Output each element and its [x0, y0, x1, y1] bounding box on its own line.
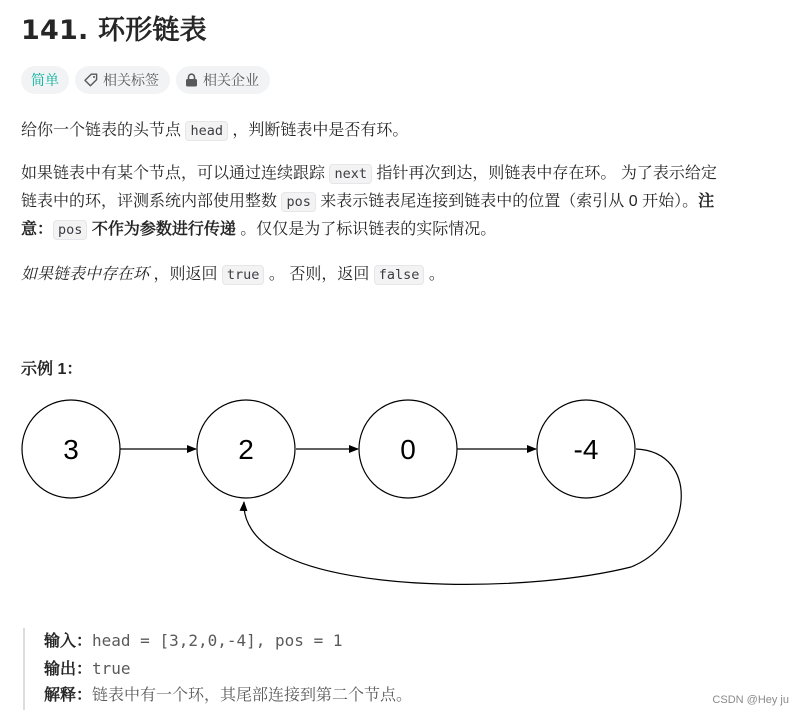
inline-code: false [374, 265, 425, 285]
related-companies-button[interactable] [176, 66, 270, 94]
inline-code: pos [281, 192, 315, 212]
output-label: 输出： [44, 660, 93, 678]
inline-code: true [222, 265, 265, 285]
difficulty-badge[interactable] [21, 66, 69, 94]
list-node [197, 400, 295, 498]
explanation-line [44, 683, 744, 710]
p2-line2 [21, 188, 791, 216]
description-p2 [21, 160, 791, 244]
related-tags-button[interactable] [75, 66, 170, 94]
text: 链表中的环，评测系统内部使用整数 [21, 193, 282, 210]
tag-row [21, 66, 270, 94]
example-io-block [23, 628, 744, 710]
description-p3 [21, 261, 445, 289]
input-label: 输入： [44, 633, 93, 650]
text: ，判断链表中是否有环。 [227, 122, 409, 139]
text: 。 [424, 266, 445, 283]
input-value: head = [3,2,0,-4], pos = 1 [92, 631, 343, 650]
related-companies-label: 相关企业 [203, 72, 259, 88]
list-node [359, 400, 457, 498]
node-value: 0 [400, 434, 416, 465]
p2-line1 [21, 160, 791, 188]
explanation-value: 链表中有一个环，其尾部连接到第二个节点。 [92, 687, 413, 704]
lock-icon [185, 73, 198, 87]
text: ，则返回 [149, 266, 222, 283]
output-line [44, 656, 744, 684]
inline-code: head [185, 121, 228, 141]
node-value: 3 [63, 434, 79, 465]
linked-list-diagram [21, 392, 721, 597]
input-line [44, 628, 744, 656]
list-node [537, 400, 635, 498]
bold-text: 意： [21, 221, 54, 238]
tag-icon [84, 73, 98, 87]
text: 来表示链表尾连接到链表中的位置（索引从 0 开始）。 [315, 193, 699, 210]
text: 如果链表中有某个节点，可以通过连续跟踪 [21, 165, 330, 182]
inline-code: pos [53, 220, 87, 240]
problem-title: 141. 环形链表 [21, 15, 207, 46]
text: 给你一个链表的头节点 [21, 122, 186, 139]
italic-text: 如果链表中存在环 [21, 266, 150, 283]
output-value: true [92, 658, 131, 678]
description-p1 [21, 117, 408, 145]
text: 指针再次到达，则链表中存在环。 为了表示给定 [371, 165, 717, 182]
inline-code: next [329, 164, 372, 184]
list-node [22, 400, 120, 498]
node-value: 2 [238, 434, 254, 465]
bold-text: 不作为参数进行传递 [87, 221, 236, 238]
explanation-label: 解释： [44, 687, 93, 704]
text: 。 否则，返回 [264, 266, 374, 283]
example-title: 示例 1： [21, 361, 83, 378]
text: 。仅仅是为了标识链表的实际情况。 [235, 221, 497, 238]
node-value: -4 [573, 434, 599, 465]
difficulty-label: 简单 [31, 72, 59, 88]
related-tags-label: 相关标签 [103, 72, 159, 88]
watermark: CSDN @Hey ju [712, 694, 789, 706]
bold-text: 注 [698, 193, 715, 210]
p2-line3 [21, 216, 791, 244]
